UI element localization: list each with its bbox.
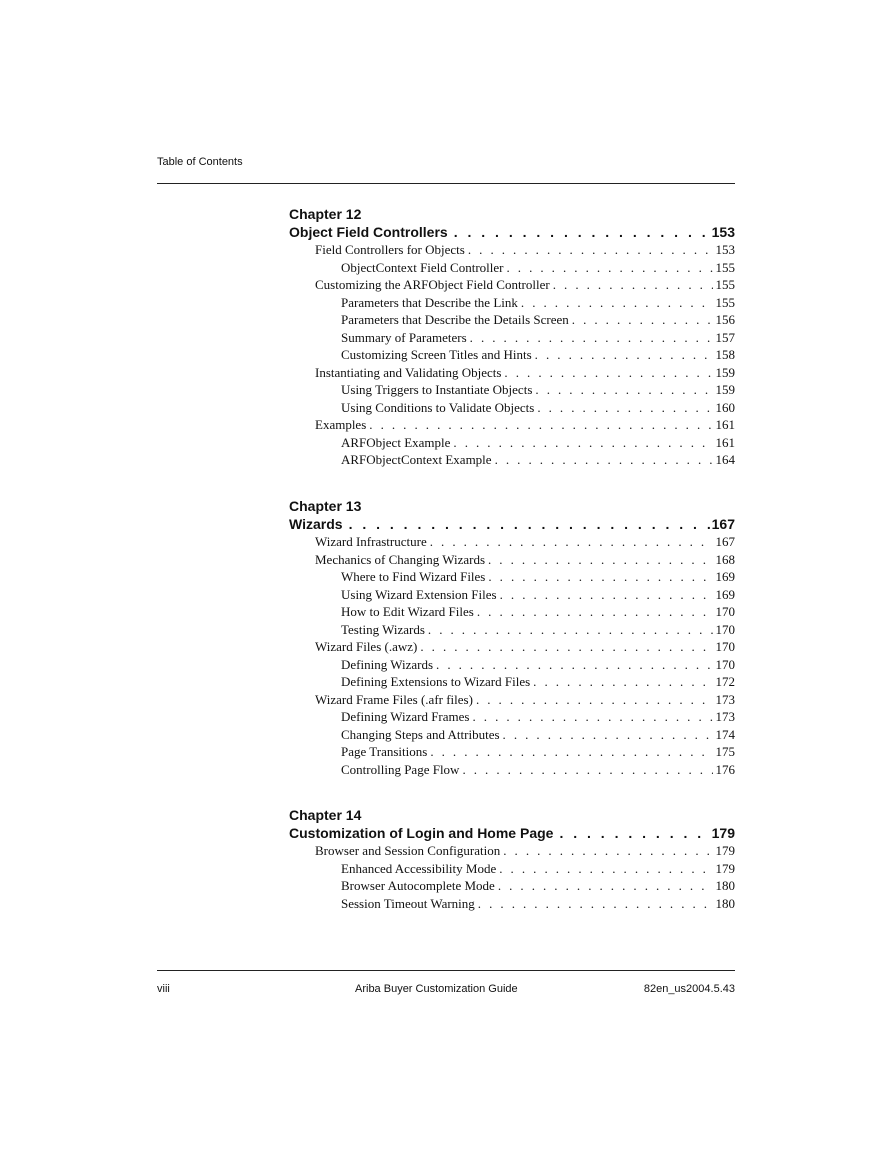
toc-entry[interactable] (289, 691, 735, 709)
toc-entry[interactable] (289, 329, 735, 347)
dot-leader (534, 399, 713, 417)
toc-entry-page-number: 160 (715, 399, 735, 415)
toc-entry[interactable] (289, 842, 735, 860)
toc-entry-title: ARFObjectContext Example (341, 452, 492, 467)
toc-entry-title: ARFObject Example (341, 434, 451, 450)
footer-page-number: viii (157, 983, 170, 995)
toc-entry[interactable] (289, 451, 735, 469)
toc-entry-page-number: 159 (715, 364, 735, 380)
dot-leader (343, 515, 710, 533)
dot-leader (503, 259, 713, 277)
dot-leader (550, 276, 713, 294)
dot-leader (553, 824, 709, 842)
chapter-title-line[interactable] (289, 824, 735, 842)
toc-entry-title: Defining Wizards (341, 656, 434, 672)
dot-leader (500, 726, 713, 744)
toc-entry-page-number: 155 (715, 259, 735, 275)
toc-entry-title: Using Triggers to Instantiate Objects (341, 382, 533, 397)
toc-entries (289, 533, 735, 778)
running-head: Table of Contents (157, 156, 243, 168)
toc-entry-page-number: 179 (715, 860, 735, 876)
toc-entries (289, 241, 735, 469)
chapter-label: Chapter 14 (289, 807, 362, 823)
toc-entry-page-number: 156 (715, 312, 735, 327)
toc-entry[interactable] (289, 708, 735, 726)
toc-entry-title: How to Edit Wizard Files (341, 604, 474, 619)
chapter-title-line[interactable] (289, 515, 735, 533)
toc-entry-title: Browser Autocomplete Mode (341, 878, 495, 893)
toc-entry-page-number: 155 (715, 277, 735, 292)
dot-leader (500, 842, 713, 860)
toc-entry[interactable] (289, 603, 735, 621)
toc-entry[interactable] (289, 877, 735, 895)
toc-entry-page-number: 175 (715, 744, 735, 759)
chapter-title: Customization of Login and Home Page (289, 825, 554, 841)
chapter-page-number: 153 (711, 224, 735, 240)
toc-entry-page-number: 180 (715, 878, 735, 893)
toc-entry[interactable] (289, 726, 735, 744)
toc-entry[interactable] (289, 311, 735, 329)
toc-entry-title: Instantiating and Validating Objects (315, 364, 502, 380)
dot-leader (425, 621, 713, 639)
toc-entry-page-number: 168 (715, 551, 735, 567)
toc-entry-title: Enhanced Accessibility Mode (341, 860, 497, 876)
toc-entry-title: Parameters that Describe the Link (341, 294, 518, 310)
toc-entry[interactable] (289, 761, 735, 779)
dot-leader (366, 416, 713, 434)
dot-leader (532, 346, 713, 364)
toc-entry[interactable] (289, 346, 735, 364)
toc-entry-page-number: 170 (715, 656, 735, 672)
toc-entry-title: Field Controllers for Objects (315, 242, 465, 257)
dot-leader (459, 761, 713, 779)
dot-leader (474, 603, 713, 621)
dot-leader (427, 533, 713, 551)
footer-book-title: Ariba Buyer Customization Guide (355, 983, 518, 995)
toc-entry-page-number: 170 (715, 621, 735, 637)
toc-entry-title: Mechanics of Changing Wizards (315, 551, 485, 567)
toc-entry-page-number: 153 (715, 242, 735, 257)
toc-entry-page-number: 172 (715, 674, 735, 689)
footer-doc-id: 82en_us2004.5.43 (643, 983, 735, 995)
chapter-title: Object Field Controllers (289, 224, 448, 240)
chapter-page-number: 179 (711, 825, 735, 841)
dot-leader (467, 329, 713, 347)
footer-rule (157, 970, 735, 971)
toc-entry[interactable] (289, 276, 735, 294)
toc-entry[interactable] (289, 399, 735, 417)
dot-leader (530, 673, 713, 691)
chapter-label: Chapter 13 (289, 498, 362, 514)
toc-entry[interactable] (289, 364, 735, 382)
dot-leader (496, 860, 713, 878)
toc-entry-title: Defining Wizard Frames (341, 709, 470, 724)
toc-entry-title: Examples (315, 417, 367, 432)
dot-leader (495, 877, 713, 895)
toc-entry[interactable] (289, 638, 735, 656)
toc-entry-page-number: 159 (715, 382, 735, 397)
toc-entry-page-number: 173 (715, 709, 735, 724)
toc-entry-page-number: 170 (715, 639, 735, 654)
toc-entry[interactable] (289, 294, 735, 312)
dot-leader (450, 434, 713, 452)
toc-entry[interactable] (289, 568, 735, 586)
dot-leader (473, 691, 713, 709)
toc-entry-title: Customizing the ARFObject Field Controller (315, 277, 550, 292)
toc-entry-page-number: 176 (715, 761, 735, 777)
toc-entry-title: Browser and Session Configuration (315, 843, 501, 858)
toc-entry-page-number: 173 (715, 691, 735, 707)
header-rule (157, 183, 735, 184)
toc-entry-page-number: 180 (715, 895, 735, 911)
toc-entry-title: Using Wizard Extension Files (341, 586, 497, 602)
toc-entry-title: Using Conditions to Validate Objects (341, 399, 535, 415)
dot-leader (532, 381, 713, 399)
toc-entry-title: Changing Steps and Attributes (341, 726, 500, 742)
toc-entry[interactable] (289, 416, 735, 434)
toc-entry[interactable] (289, 586, 735, 604)
chapter-12-block (289, 206, 735, 469)
chapter-13-block (289, 498, 735, 778)
dot-leader (501, 364, 713, 382)
toc-entry[interactable] (289, 860, 735, 878)
toc-entry-title: Page Transitions (341, 744, 428, 759)
toc-entry-title: Session Timeout Warning (341, 895, 475, 911)
toc-entry-page-number: 161 (715, 417, 735, 432)
dot-leader (492, 451, 713, 469)
dot-leader (569, 311, 713, 329)
dot-leader (469, 708, 713, 726)
dot-leader (497, 586, 713, 604)
toc-entry[interactable] (289, 673, 735, 691)
chapter-page-number: 167 (711, 516, 735, 532)
chapter-14-block (289, 807, 735, 912)
toc-entry-page-number: 158 (715, 347, 735, 362)
dot-leader (475, 895, 713, 913)
dot-leader (448, 223, 710, 241)
toc-entry[interactable] (289, 551, 735, 569)
chapter-title-line[interactable] (289, 223, 735, 241)
toc-entry-page-number: 179 (715, 843, 735, 858)
toc-entry-title: Controlling Page Flow (341, 761, 460, 777)
chapter-title: Wizards (289, 516, 343, 532)
dot-leader (433, 656, 713, 674)
toc-entry[interactable] (289, 621, 735, 639)
toc-entry-title: Defining Extensions to Wizard Files (341, 674, 531, 689)
toc-entry[interactable] (289, 743, 735, 761)
toc-entry-title: Parameters that Describe the Details Screen (341, 312, 569, 327)
toc-entry[interactable] (289, 533, 735, 551)
toc-entry-title: Customizing Screen Titles and Hints (341, 347, 532, 362)
dot-leader (465, 241, 713, 259)
dot-leader (485, 551, 713, 569)
toc-entry[interactable] (289, 895, 735, 913)
toc-entry-page-number: 169 (715, 569, 735, 584)
toc-entry-title: Wizard Infrastructure (315, 534, 427, 549)
toc-entry-title: Wizard Files (.awz) (315, 639, 418, 654)
dot-leader (417, 638, 713, 656)
toc-entry-title: Where to Find Wizard Files (341, 569, 486, 584)
toc-entry-page-number: 164 (715, 452, 735, 467)
toc-entry[interactable] (289, 259, 735, 277)
toc-entry-page-number: 169 (715, 586, 735, 602)
dot-leader (518, 294, 713, 312)
toc-entry-page-number: 174 (715, 726, 735, 742)
toc-entry-page-number: 161 (715, 434, 735, 450)
toc-entry-title: Summary of Parameters (341, 329, 467, 345)
toc-entry[interactable] (289, 381, 735, 399)
dot-leader (485, 568, 713, 586)
toc-entry-page-number: 167 (715, 534, 735, 549)
toc-entry[interactable] (289, 241, 735, 259)
toc-entry-title: Testing Wizards (341, 621, 425, 637)
toc-entry-page-number: 157 (715, 329, 735, 345)
toc-entry[interactable] (289, 434, 735, 452)
toc-entries (289, 842, 735, 912)
chapter-label: Chapter 12 (289, 206, 362, 222)
toc-entry[interactable] (289, 656, 735, 674)
toc-entry-title: ObjectContext Field Controller (341, 259, 504, 275)
toc-entry-page-number: 170 (715, 604, 735, 619)
toc-entry-page-number: 155 (715, 294, 735, 310)
dot-leader (427, 743, 713, 761)
toc-entry-title: Wizard Frame Files (.afr files) (315, 691, 473, 707)
